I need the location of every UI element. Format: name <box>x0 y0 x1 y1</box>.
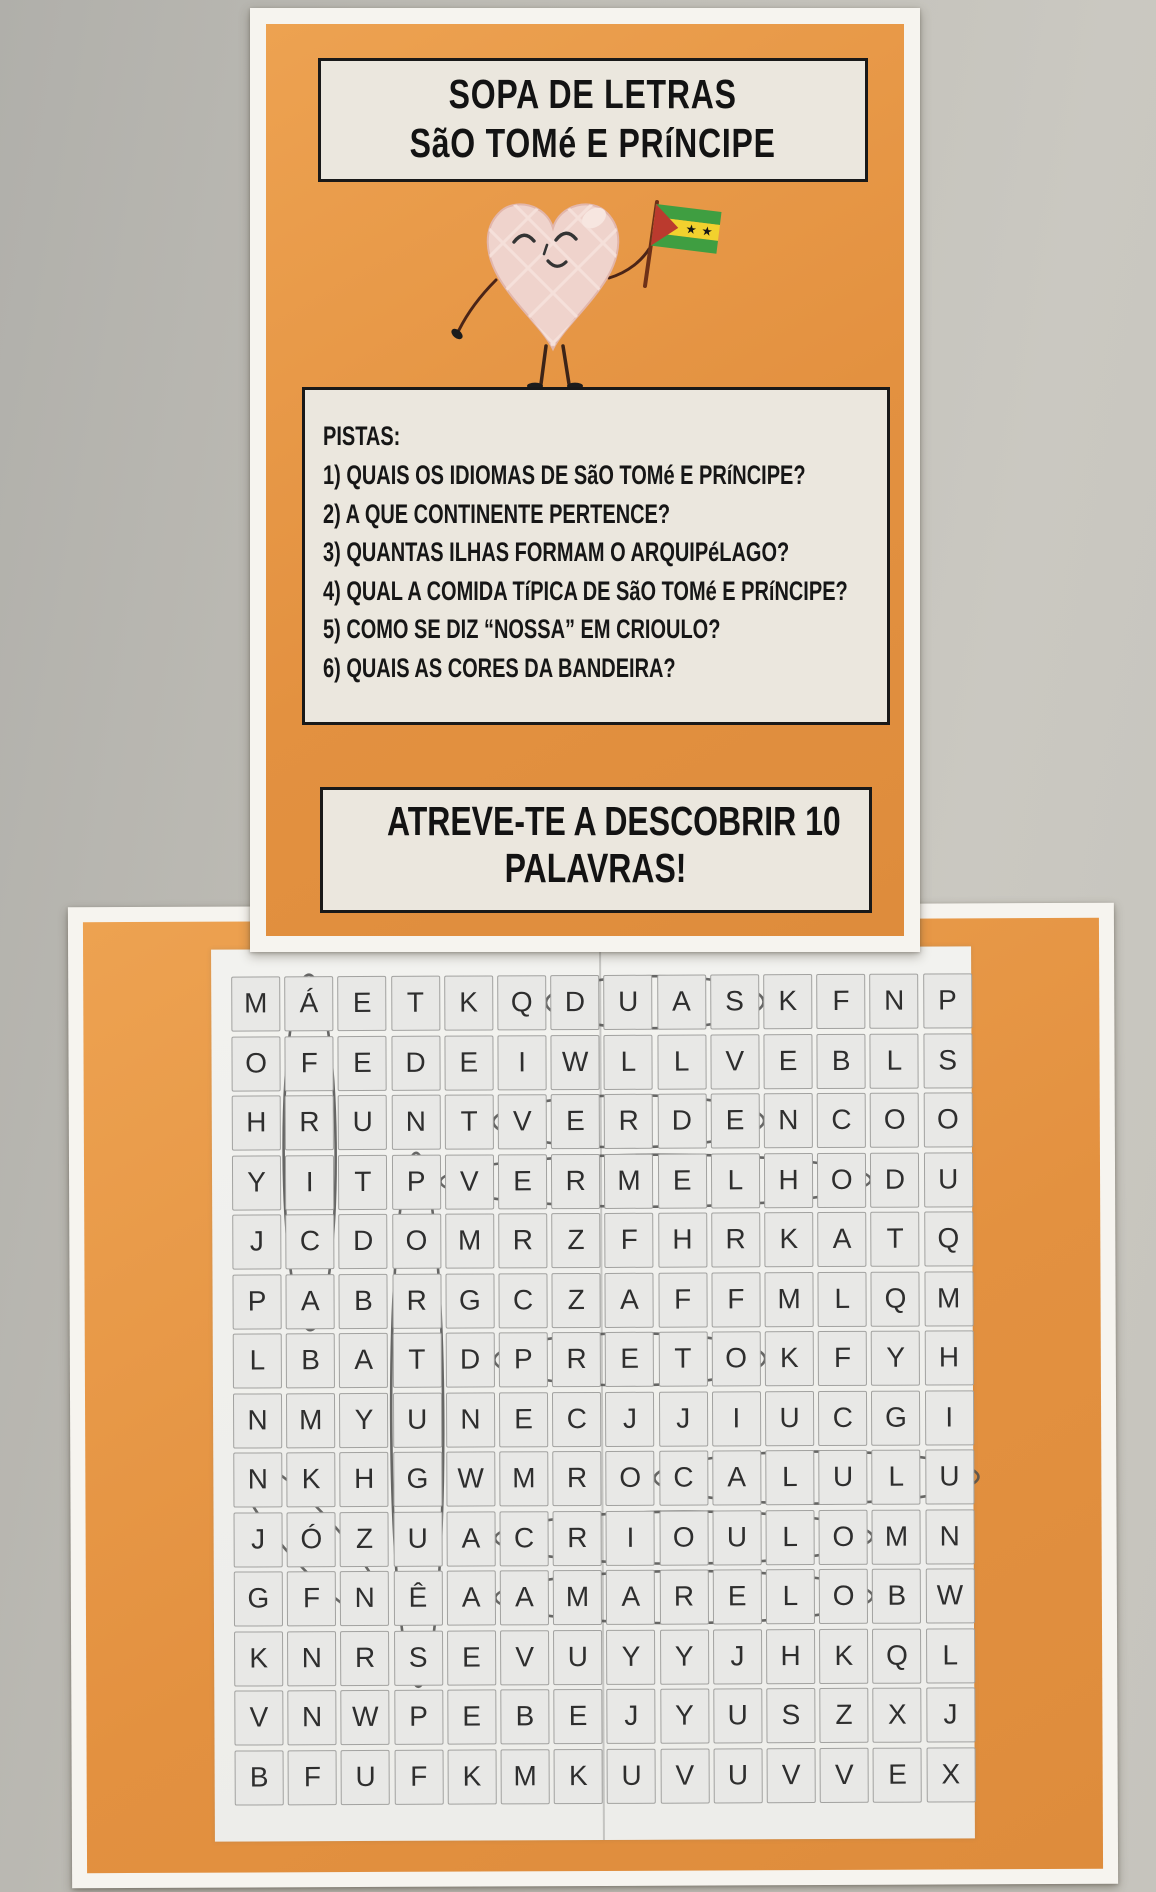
grid-cell: Y <box>606 1629 655 1684</box>
grid-cell: J <box>713 1629 762 1684</box>
grid-cell: C <box>817 1093 866 1148</box>
mascot-heart-body <box>488 204 619 349</box>
grid-cell: S <box>923 1033 972 1088</box>
grid-cell: M <box>553 1570 602 1625</box>
challenge-text-line1: ATREVE-TE A DESCOBRIR 10 <box>386 798 841 844</box>
grid-cell: T <box>338 1154 387 1209</box>
grid-cell: U <box>393 1511 442 1566</box>
grid-cell: E <box>713 1569 762 1624</box>
grid-cell: K <box>764 1212 813 1267</box>
grid-cell: Z <box>819 1688 868 1743</box>
grid-cell: H <box>924 1330 973 1385</box>
grid-cell: F <box>285 1036 334 1091</box>
grid-cell: L <box>765 1450 814 1505</box>
grid-cell: Á <box>284 976 333 1031</box>
grid-cell: W <box>925 1568 974 1623</box>
grid-cell: G <box>871 1390 920 1445</box>
grid-cell: R <box>659 1569 708 1624</box>
grid-cell: L <box>926 1628 975 1683</box>
grid-cell: F <box>816 974 865 1029</box>
grid-cell: T <box>391 976 440 1031</box>
grid-cell: E <box>605 1332 654 1387</box>
grid-cell: D <box>446 1332 495 1387</box>
grid-cell: X <box>873 1688 922 1743</box>
grid-cell: A <box>500 1570 549 1625</box>
grid-cell: R <box>285 1095 334 1150</box>
grid-cell: M <box>499 1451 548 1506</box>
grid-cell: D <box>391 1035 440 1090</box>
grid-cell: K <box>234 1631 283 1686</box>
grid-cell: M <box>501 1749 550 1804</box>
mascot-leg <box>541 346 546 384</box>
grid-cell: P <box>499 1332 548 1387</box>
grid-cell: K <box>763 974 812 1029</box>
grid-cell: J <box>232 1214 281 1269</box>
grid-cell: O <box>659 1510 708 1565</box>
grid-cell: U <box>553 1629 602 1684</box>
grid-cell: O <box>392 1214 441 1269</box>
grid-cell: V <box>710 1034 759 1089</box>
grid-cell: R <box>552 1451 601 1506</box>
grid-cell: U <box>713 1748 762 1803</box>
grid-cell: L <box>233 1333 282 1388</box>
grid-cell: L <box>870 1033 919 1088</box>
grid-cell: V <box>234 1690 283 1745</box>
title-box <box>318 58 868 182</box>
grid-cell: V <box>660 1748 709 1803</box>
grid-cell: C <box>500 1511 549 1566</box>
grid-cell: K <box>554 1748 603 1803</box>
grid-cell: U <box>607 1748 656 1803</box>
grid-cell: R <box>340 1630 389 1685</box>
grid-cell: U <box>341 1749 390 1804</box>
poster-sheet <box>250 8 920 952</box>
grid-cell: K <box>447 1749 496 1804</box>
grid-cell: L <box>657 1034 706 1089</box>
grid-cell: T <box>871 1212 920 1267</box>
grid-cell: M <box>764 1272 813 1327</box>
grid-cell: Y <box>232 1155 281 1210</box>
grid-cell: V <box>767 1748 816 1803</box>
grid-cell: L <box>872 1450 921 1505</box>
grid-cell: B <box>286 1333 335 1388</box>
grid-cell: J <box>234 1512 283 1567</box>
grid-cell: N <box>925 1509 974 1564</box>
grid-cell: L <box>604 1034 653 1089</box>
challenge-text-line2: PALAVRAS! <box>505 845 687 891</box>
sao-tome-principe-flag-icon <box>645 202 722 286</box>
grid-cell: E <box>447 1630 496 1685</box>
grid-cell: O <box>870 1093 919 1148</box>
grid-cell: G <box>234 1571 283 1626</box>
grid-cell: F <box>711 1272 760 1327</box>
grid-cell: H <box>764 1153 813 1208</box>
grid-cell: H <box>232 1095 281 1150</box>
grid-cell: L <box>766 1569 815 1624</box>
grid-cell: D <box>870 1152 919 1207</box>
grid-cell: N <box>233 1393 282 1448</box>
grid-cell: C <box>498 1273 547 1328</box>
grid-cell: T <box>658 1332 707 1387</box>
grid-cell: V <box>445 1154 494 1209</box>
grid-cell: F <box>394 1749 443 1804</box>
grid-cell: K <box>765 1331 814 1386</box>
grid-cell: D <box>339 1214 388 1269</box>
grid-cell: A <box>712 1450 761 1505</box>
grid-cell: M <box>231 976 280 1031</box>
grid-cell: R <box>553 1510 602 1565</box>
grid-cell: N <box>287 1631 336 1686</box>
grid-cell: P <box>923 973 972 1028</box>
grid-cell: X <box>926 1747 975 1802</box>
grid-cell: P <box>232 1274 281 1329</box>
grid-cell: Z <box>552 1272 601 1327</box>
grid-cell: P <box>394 1690 443 1745</box>
grid-cell: D <box>657 1094 706 1149</box>
grid-cell: J <box>605 1391 654 1446</box>
grid-cell: N <box>446 1392 495 1447</box>
grid-cell: C <box>659 1450 708 1505</box>
grid-cell: W <box>341 1690 390 1745</box>
grid-cell: I <box>285 1155 334 1210</box>
grid-cell: J <box>926 1687 975 1742</box>
grid-cell: B <box>235 1750 284 1805</box>
grid-cell: L <box>711 1153 760 1208</box>
grid-cell: R <box>552 1332 601 1387</box>
clues-box <box>302 387 890 725</box>
grid-cell: E <box>873 1747 922 1802</box>
heart-mascot-icon <box>398 188 728 398</box>
grid-cell: B <box>872 1569 921 1624</box>
grid-cell: M <box>604 1153 653 1208</box>
grid-cell: J <box>607 1689 656 1744</box>
grid-cell: A <box>817 1212 866 1267</box>
grid-cell: A <box>339 1333 388 1388</box>
grid-cell: E <box>447 1689 496 1744</box>
grid-cell: I <box>712 1391 761 1446</box>
grid-cell: N <box>764 1093 813 1148</box>
clue-item: 2) A QUE CONTINENTE PERTENCE? <box>323 498 671 529</box>
grid-cell: Ê <box>393 1571 442 1626</box>
grid-cell: V <box>498 1094 547 1149</box>
grid-cell: L <box>818 1271 867 1326</box>
grid-cell: R <box>551 1153 600 1208</box>
grid-cell: G <box>393 1452 442 1507</box>
grid-cell: E <box>499 1392 548 1447</box>
grid-cell: U <box>924 1152 973 1207</box>
grid-cell: C <box>552 1391 601 1446</box>
page-subtitle: SãO TOMé E PRíNCIPE <box>409 120 777 166</box>
clue-item: 6) QUAIS AS CORES DA BANDEIRA? <box>323 652 676 683</box>
grid-cell: P <box>392 1154 441 1209</box>
grid-cell: B <box>817 1033 866 1088</box>
grid-cell: M <box>445 1213 494 1268</box>
grid-cell: T <box>444 1094 493 1149</box>
challenge-box <box>320 787 872 913</box>
mascot-quilt-pattern <box>428 188 678 398</box>
grid-cell: E <box>338 1035 387 1090</box>
grid-cell: Z <box>340 1511 389 1566</box>
grid-cell: O <box>606 1451 655 1506</box>
grid-cell: I <box>606 1510 655 1565</box>
grid-cell: H <box>340 1452 389 1507</box>
grid-cell: A <box>447 1570 496 1625</box>
grid-cell: T <box>392 1333 441 1388</box>
grid-cell: N <box>870 974 919 1029</box>
grid-cell: U <box>712 1510 761 1565</box>
grid-cell: R <box>392 1273 441 1328</box>
grid-cell: N <box>287 1690 336 1745</box>
grid-cell: E <box>498 1154 547 1209</box>
grid-cell: I <box>497 1035 546 1090</box>
grid-cell: E <box>658 1153 707 1208</box>
grid-cell: Y <box>871 1331 920 1386</box>
grid-cell: A <box>657 975 706 1030</box>
grid-cell: O <box>819 1509 868 1564</box>
grid-cell: E <box>763 1034 812 1089</box>
grid-cell: U <box>818 1450 867 1505</box>
grid-cell: E <box>338 976 387 1031</box>
grid-cell: U <box>604 975 653 1030</box>
grid-cell: C <box>818 1390 867 1445</box>
grid-cell: H <box>658 1213 707 1268</box>
grid-cell: Y <box>660 1688 709 1743</box>
clue-item: 3) QUANTAS ILHAS FORMAM O ARQUIPéLAGO? <box>323 537 790 567</box>
poster-orange-background <box>266 24 904 936</box>
grid-cell: O <box>817 1152 866 1207</box>
clue-item: 5) COMO SE DIZ “NOSSA” EM CRIOULO? <box>323 614 721 644</box>
grid-cell: E <box>553 1689 602 1744</box>
grid-cell: D <box>550 975 599 1030</box>
grid-cell: B <box>339 1273 388 1328</box>
grid-cell: Y <box>660 1629 709 1684</box>
grid-cell: M <box>872 1509 921 1564</box>
grid-cell: R <box>498 1213 547 1268</box>
page-title: SOPA DE LETRAS <box>448 71 738 117</box>
grid-cell: Q <box>497 975 546 1030</box>
grid-cell: O <box>231 1036 280 1091</box>
grid-cell: S <box>766 1688 815 1743</box>
mascot-hand <box>449 327 464 341</box>
grid-cell: L <box>766 1510 815 1565</box>
grid-paper-panel <box>211 946 975 1841</box>
grid-cell: E <box>444 1035 493 1090</box>
grid-cell: Z <box>551 1213 600 1268</box>
grid-cell: N <box>391 1095 440 1150</box>
grid-cell: O <box>819 1569 868 1624</box>
grid-cell: H <box>766 1629 815 1684</box>
grid-cell: Q <box>924 1211 973 1266</box>
grid-cell: E <box>710 1093 759 1148</box>
grid-cell: U <box>393 1392 442 1447</box>
grid-cell: Q <box>871 1271 920 1326</box>
clue-item: 4) QUAL A COMIDA TíPICA DE SãO TOMé E PRíNCIPE? <box>323 575 848 606</box>
grid-cell: V <box>500 1630 549 1685</box>
grid-cell: F <box>658 1272 707 1327</box>
grid-cell: V <box>820 1747 869 1802</box>
grid-cell: F <box>818 1331 867 1386</box>
grid-cell: S <box>394 1630 443 1685</box>
grid-cell: K <box>819 1628 868 1683</box>
grid-cell: G <box>445 1273 494 1328</box>
grid-cell: R <box>711 1212 760 1267</box>
grid-cell: Y <box>339 1392 388 1447</box>
grid-cell: W <box>551 1034 600 1089</box>
grid-cell: F <box>288 1750 337 1805</box>
grid-cell: R <box>604 1094 653 1149</box>
grid-cell: U <box>713 1688 762 1743</box>
mascot-arm <box>459 280 496 330</box>
grid-cell: M <box>286 1393 335 1448</box>
grid-cell: K <box>286 1452 335 1507</box>
grid-cell: K <box>444 975 493 1030</box>
grid-cell: O <box>712 1331 761 1386</box>
grid-cell: W <box>446 1451 495 1506</box>
grid-cell: U <box>338 1095 387 1150</box>
grid-cell: Q <box>872 1628 921 1683</box>
grid-cell: A <box>606 1570 655 1625</box>
grid-cell: A <box>286 1274 335 1329</box>
grid-cell: N <box>340 1571 389 1626</box>
grid-cell: N <box>233 1452 282 1507</box>
clues-heading: PISTAS: <box>323 421 401 451</box>
grid-cell: M <box>924 1271 973 1326</box>
grid-sheet <box>68 903 1118 1889</box>
grid-cell: A <box>605 1272 654 1327</box>
grid-cell: F <box>287 1571 336 1626</box>
grid-cell: U <box>765 1391 814 1446</box>
grid-cell: S <box>710 974 759 1029</box>
grid-cell: I <box>925 1390 974 1445</box>
grid-cell: B <box>500 1689 549 1744</box>
grid-cell: E <box>551 1094 600 1149</box>
grid-cell: J <box>659 1391 708 1446</box>
grid-cell: A <box>446 1511 495 1566</box>
grid-cell: Ó <box>287 1512 336 1567</box>
grid-cell: U <box>925 1449 974 1504</box>
grid-cell: F <box>605 1213 654 1268</box>
mascot-leg <box>563 346 569 384</box>
clue-item: 1) QUAIS OS IDIOMAS DE SãO TOMé E PRíNCIPE? <box>323 460 806 490</box>
grid-cell: O <box>923 1092 972 1147</box>
letter-grid <box>231 973 980 1811</box>
grid-cell: C <box>285 1214 334 1269</box>
